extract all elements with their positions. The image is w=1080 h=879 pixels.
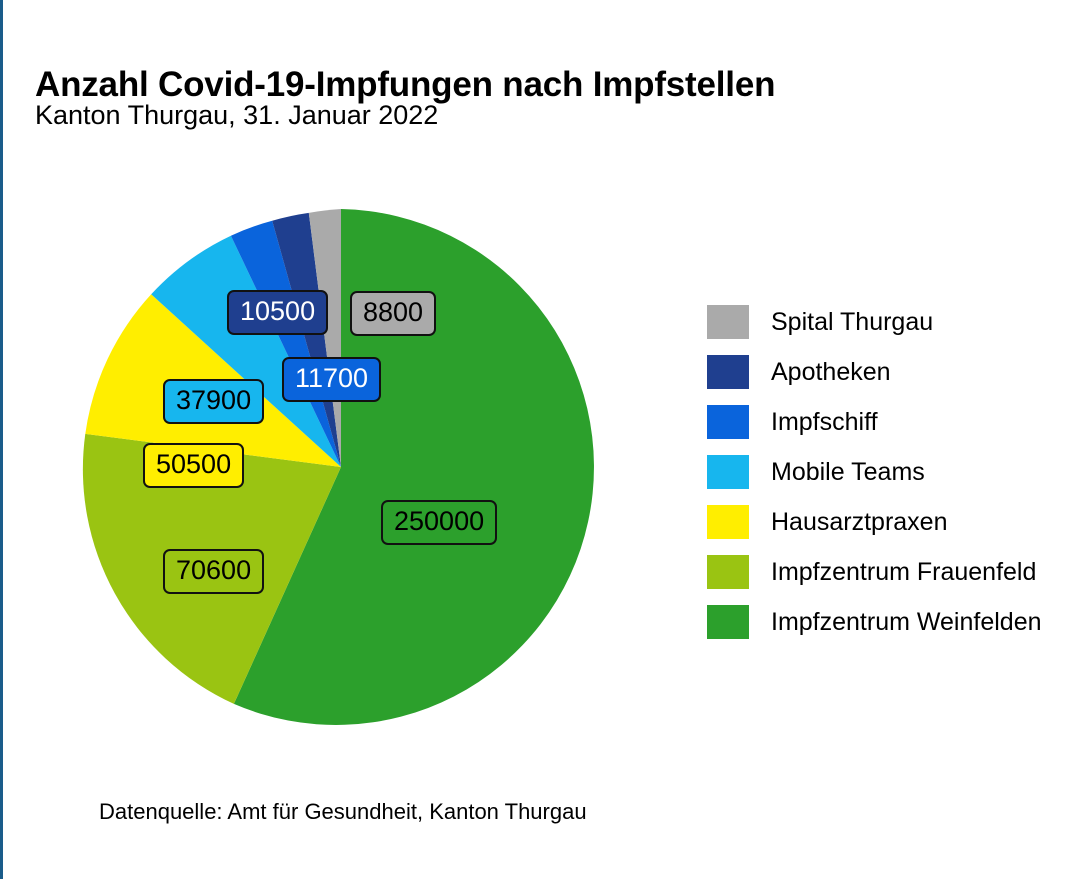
legend-swatch-icon [707, 555, 749, 589]
legend-swatch-icon [707, 455, 749, 489]
legend-label: Impfschiff [771, 407, 878, 436]
legend-item-apotheken [707, 347, 1067, 397]
legend-label: Spital Thurgau [771, 307, 934, 336]
pie-label-8800: 8800 [350, 291, 436, 336]
pie-label-250000: 250000 [381, 500, 497, 545]
legend-item-impfschiff [707, 397, 1067, 447]
legend-label: Hausarztpraxen [771, 507, 948, 536]
source-note: Datenquelle: Amt für Gesundheit, Kanton Thurgau [99, 799, 587, 824]
legend-label: Mobile Teams [771, 457, 925, 486]
legend-item-hausarztpraxen [707, 497, 1067, 547]
legend-swatch-icon [707, 505, 749, 539]
legend-label: Impfzentrum Frauenfeld [771, 557, 1037, 586]
legend-label: Apotheken [771, 357, 891, 386]
pie-label-11700: 11700 [282, 357, 381, 402]
pie-label-10500: 10500 [227, 290, 328, 335]
pie-label-50500: 50500 [143, 443, 244, 488]
pie-label-70600: 70600 [163, 549, 264, 594]
legend-label: Impfzentrum Weinfelden [771, 607, 1042, 636]
pie-label-37900: 37900 [163, 379, 264, 424]
legend-item-spital-thurgau [707, 297, 1067, 347]
legend-item-impfzentrum-weinfelden [707, 597, 1067, 647]
legend-item-mobile-teams [707, 447, 1067, 497]
legend-item-impfzentrum-frauenfeld [707, 547, 1067, 597]
legend-swatch-icon [707, 605, 749, 639]
pie-chart [3, 0, 1080, 879]
legend-swatch-icon [707, 355, 749, 389]
page-title: Anzahl Covid-19-Impfungen nach Impfstellen [35, 65, 776, 105]
legend-swatch-icon [707, 405, 749, 439]
page-subtitle: Kanton Thurgau, 31. Januar 2022 [35, 100, 439, 130]
chart-legend [707, 297, 1067, 647]
legend-swatch-icon [707, 305, 749, 339]
